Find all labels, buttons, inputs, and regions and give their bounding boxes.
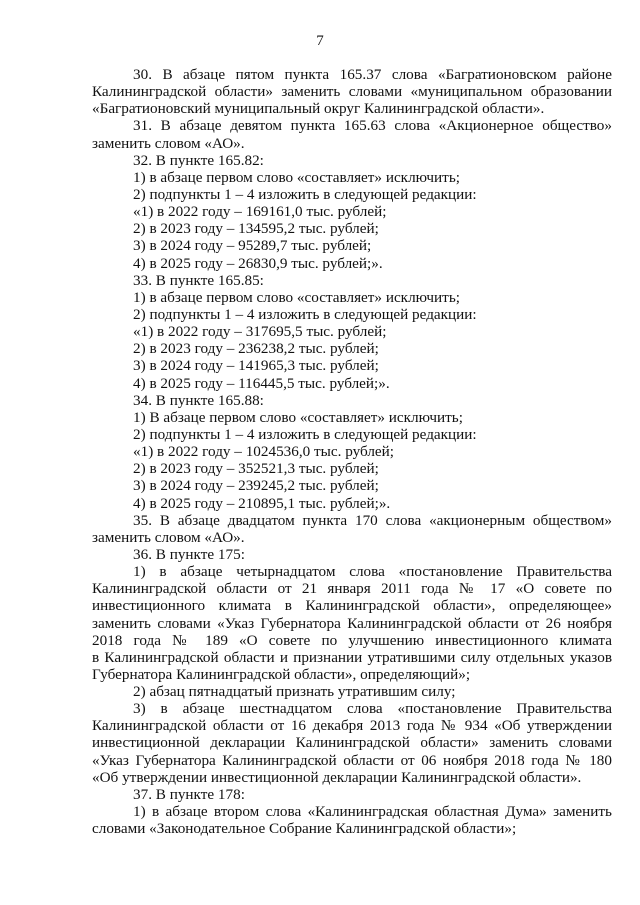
text-line: 31. В абзаце девятом пункта 165.63 слова «Акционерное общество» [133, 117, 612, 135]
text-line: инвестиционного климата в Калининградской области», определяющее» [92, 597, 612, 615]
text-line: Калининградской области от 21 января 2011 года № 17 «О совете по [92, 580, 612, 598]
text-line: 4) в 2025 году – 116445,5 тыс. рублей;». [133, 374, 390, 392]
text-line: 1) в абзаце втором слова «Калининградская областная Дума» заменить [133, 803, 612, 821]
text-line: 3) в 2024 году – 95289,7 тыс. рублей; [133, 237, 372, 255]
text-line: 2) в 2023 году – 134595,2 тыс. рублей; [133, 220, 379, 238]
text-line: 1) в абзаце первом слово «составляет» исключить; [133, 288, 460, 306]
text-line: «1) в 2022 году – 317695,5 тыс. рублей; [133, 323, 387, 341]
text-line: 2) подпункты 1 – 4 изложить в следующей редакции: [133, 185, 477, 203]
text-line: 30. В абзаце пятом пункта 165.37 слова «Багратионовском районе [133, 66, 612, 83]
text-line: заменить словом «АО». [92, 134, 245, 152]
text-line: 2) подпункты 1 – 4 изложить в следующей редакции: [133, 425, 477, 443]
text-line: «1) в 2022 году – 169161,0 тыс. рублей; [133, 203, 387, 221]
text-line: заменить словом «АО». [92, 528, 245, 546]
text-line: 34. В пункте 165.88: [133, 391, 264, 409]
text-line: Калининградской области от 16 декабря 2013 года № 934 «Об утверждении [92, 717, 612, 735]
text-line: 2) в 2023 году – 236238,2 тыс. рублей; [133, 340, 379, 358]
text-line: заменить словами «Указ Губернатора Калининградской области от 26 ноября [92, 614, 612, 632]
text-line: 36. В пункте 175: [133, 545, 245, 563]
text-line: 3) в абзаце шестнадцатом слова «постановление Правительства [133, 700, 612, 718]
text-line: 2) подпункты 1 – 4 изложить в следующей редакции: [133, 305, 477, 323]
text-line: словами «Законодательное Собрание Калининградской области»; [92, 820, 517, 838]
text-line: «Багратионовский муниципальный округ Калининградской области». [92, 100, 545, 118]
text-line: «Об утверждении инвестиционной декларации Калининградской области». [92, 768, 582, 786]
text-line: 4) в 2025 году – 26830,9 тыс. рублей;». [133, 254, 383, 272]
page-number: 7 [316, 33, 324, 49]
text-line: 4) в 2025 году – 210895,1 тыс. рублей;». [133, 494, 391, 512]
text-line: инвестиционной декларации Калининградской области» заменить словами [92, 734, 612, 752]
text-line: «Указ Губернатора Калининградской области от 06 ноября 2018 года № 180 [92, 751, 612, 769]
text-line: 1) в абзаце первом слово «составляет» исключить; [133, 168, 460, 186]
document-body [92, 66, 612, 837]
text-line: 3) в 2024 году – 141965,3 тыс. рублей; [133, 357, 379, 375]
text-line: 33. В пункте 165.85: [133, 271, 264, 289]
text-line: 2018 года № 189 «О совете по улучшению инвестиционного климата [92, 631, 612, 649]
text-line: Калининградской области» заменить словами «муниципальном образовании [92, 83, 612, 101]
text-line: 2) абзац пятнадцатый признать утратившим силу; [133, 683, 456, 701]
text-line: в Калининградской области и признании утратившими силу отдельных указов [92, 648, 612, 666]
text-line: 37. В пункте 178: [133, 785, 245, 803]
text-line: «1) в 2022 году – 1024536,0 тыс. рублей; [133, 443, 395, 461]
text-line: 2) в 2023 году – 352521,3 тыс. рублей; [133, 460, 379, 478]
text-line: 35. В абзаце двадцатом пункта 170 слова «акционерным обществом» [133, 511, 612, 529]
text-line: 1) в абзаце четырнадцатом слова «постановление Правительства [133, 563, 612, 581]
text-line: Губернатора Калининградской области», определяющий»; [92, 665, 471, 683]
text-line: 32. В пункте 165.82: [133, 151, 264, 169]
text-line: 1) В абзаце первом слово «составляет» исключить; [133, 408, 463, 426]
text-line: 3) в 2024 году – 239245,2 тыс. рублей; [133, 477, 379, 495]
